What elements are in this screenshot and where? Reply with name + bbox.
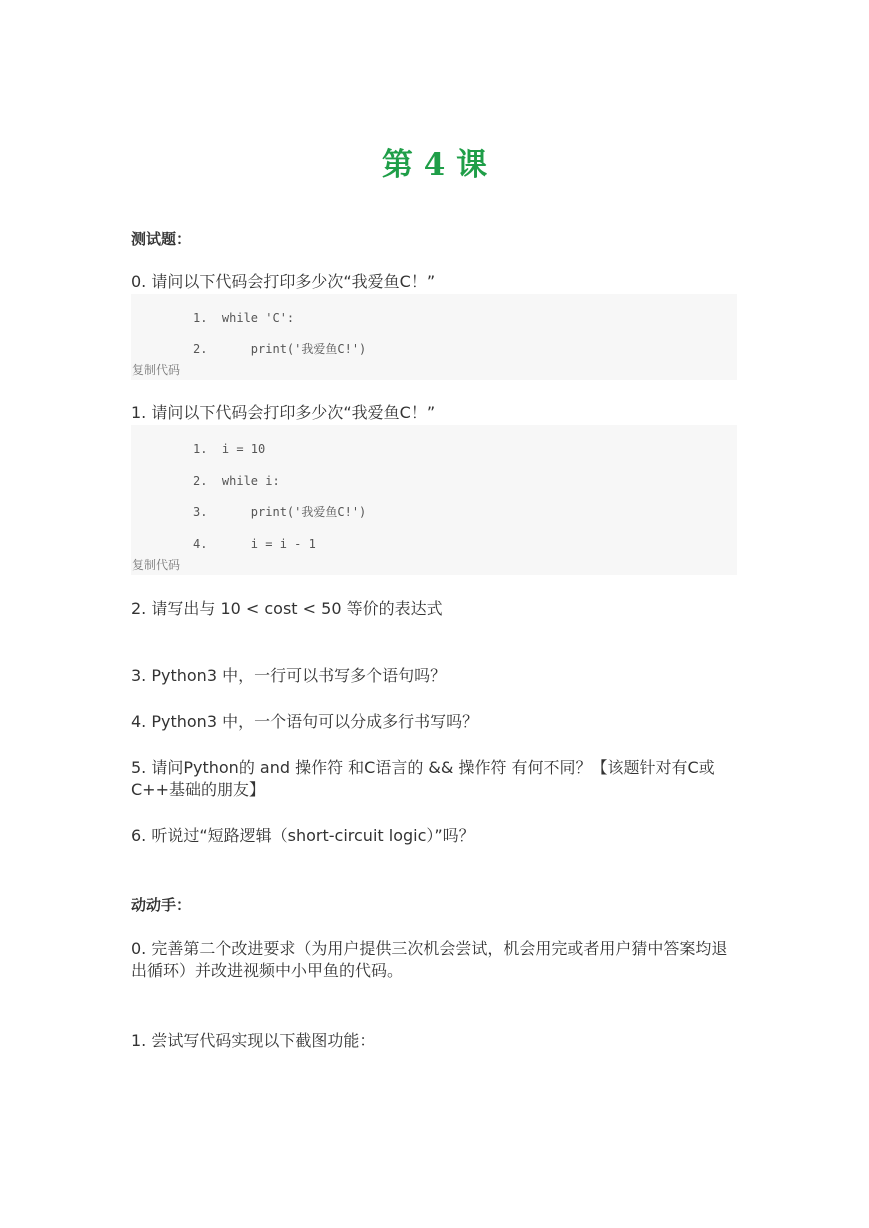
- copy-code-link[interactable]: 复制代码: [132, 363, 181, 377]
- question-4: 4. Python3 中，一个语句可以分成多行书写吗？: [131, 712, 479, 731]
- question-3: 3. Python3 中，一行可以书写多个语句吗？: [131, 666, 447, 685]
- code-block-q0: [131, 294, 737, 380]
- lesson-title: 第 4 课: [381, 147, 488, 183]
- code-line: 2. while i:: [193, 474, 280, 488]
- code-line: 4. i = i - 1: [193, 537, 316, 551]
- question-5: 5. 请问Python的 and 操作符 和C语言的 && 操作符 有何不同？【该题针对有C或C++基础的朋友】: [131, 758, 715, 799]
- quiz-heading: 测试题：: [131, 230, 192, 248]
- code-line: 1. i = 10: [193, 442, 266, 456]
- copy-code-link[interactable]: 复制代码: [132, 558, 181, 572]
- question-1: 1. 请问以下代码会打印多少次“我爱鱼C！”: [131, 403, 436, 422]
- question-0: 0. 请问以下代码会打印多少次“我爱鱼C！”: [131, 272, 436, 291]
- code-line: 2. print('我爱鱼C!'): [193, 342, 367, 356]
- code-line: 3. print('我爱鱼C!'): [193, 505, 367, 519]
- practice-heading: 动动手：: [131, 896, 192, 914]
- code-line: 1. while 'C':: [193, 311, 295, 325]
- practice-1: 1. 尝试写代码实现以下截图功能：: [131, 1031, 376, 1050]
- question-6: 6. 听说过“短路逻辑（short-circuit logic）”吗？: [131, 826, 475, 845]
- practice-0: 0. 完善第二个改进要求（为用户提供三次机会尝试，机会用完或者用户猜中答案均退出循环）并改进视频中小甲鱼的代码。: [131, 939, 728, 980]
- question-2: 2. 请写出与 10 < cost < 50 等价的表达式: [131, 599, 443, 618]
- code-block-q1: [131, 425, 737, 575]
